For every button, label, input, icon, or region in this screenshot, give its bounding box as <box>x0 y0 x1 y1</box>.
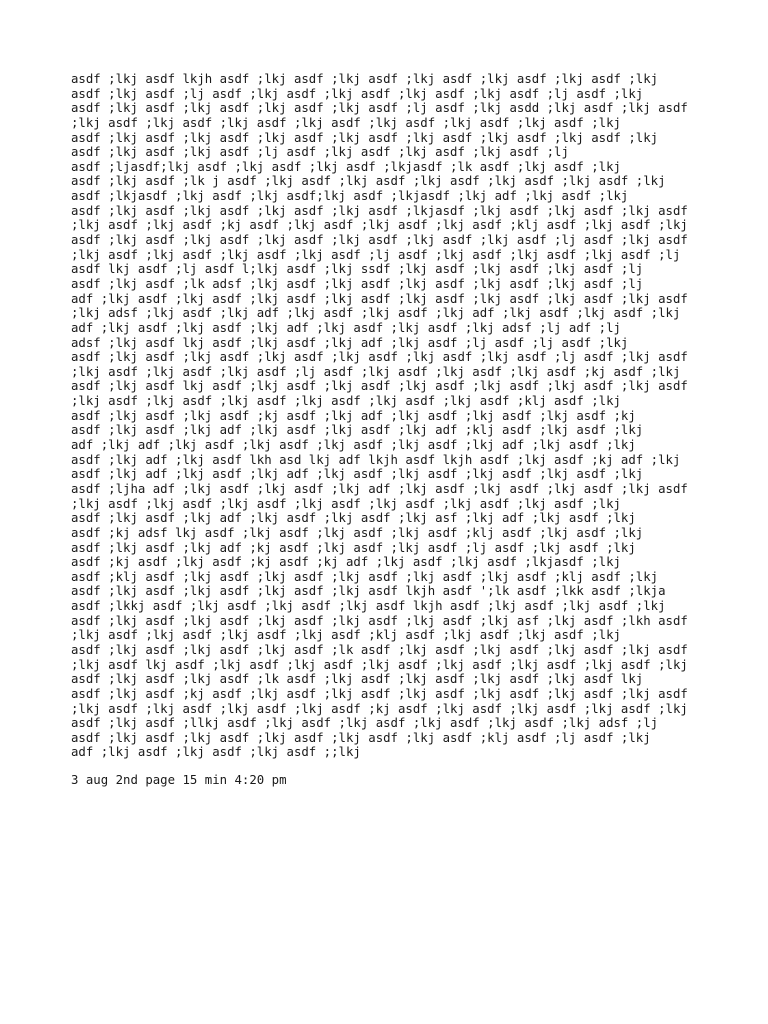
text-line: ;lkj asdf ;lkj asdf ;lkj asdf ;lkj asdf ;lkj asdf ;lkj asdf ;klj asdf ;lkj <box>71 394 621 409</box>
text-line: asdf ;kj asdf ;lkj asdf ;kj asdf ;kj adf ;lkj asdf ;lkj asdf ;lkjasdf ;lkj <box>71 555 621 570</box>
text-line: asdf ;lkj asdf ;lkj asdf ;lkj asdf ;lkj asdf ;lkj asdf ;lkj asdf ;lkj asdf ;lkj <box>71 130 659 145</box>
text-line: adf ;lkj asdf ;lkj asdf ;lkj asdf ;lkj asdf ;lkj asdf ;lkj asdf ;lkj asdf ;lkj asdf <box>71 291 688 306</box>
text-line: asdf ;lkj asdf ;lkj asdf ;lkj asdf ;lkj asdf ;lkj asdf ;klj asdf ;lj asdf ;lkj <box>71 730 651 745</box>
text-line: asdf ;lkj asdf lkj asdf ;lkj asdf ;lkj asdf ;lkj asdf ;lkj asdf ;lkj asdf ;lkj asdf <box>71 379 688 394</box>
text-line: adf ;lkj adf ;lkj asdf ;lkj asdf ;lkj asdf ;lkj asdf ;lkj adf ;lkj asdf ;lkj <box>71 438 636 453</box>
page-footer-note: 3 aug 2nd page 15 min 4:20 pm <box>71 773 287 788</box>
text-line: asdf ;lkj asdf lkjh asdf ;lkj asdf ;lkj asdf ;lkj asdf ;lkj asdf ;lkj asdf ;lkj <box>71 72 659 86</box>
text-line: asdf ;lkj asdf ;lj asdf ;lkj asdf ;lkj asdf ;lkj asdf ;lkj asdf ;lj asdf ;lkj <box>71 86 644 101</box>
text-line: asdf ;lkj asdf ;lkj adf ;lkj asdf ;lkj asdf ;lkj adf ;klj asdf ;lkj asdf ;lkj <box>71 423 644 438</box>
text-line: asdf ;lkjasdf ;lkj asdf ;lkj asdf;lkj asdf ;lkjasdf ;lkj adf ;lkj asdf ;lkj <box>71 189 629 204</box>
typing-practice-text <box>71 72 711 760</box>
text-line: asdf ;ljha adf ;lkj asdf ;lkj asdf ;lkj adf ;lkj asdf ;lkj asdf ;lkj asdf ;lkj asdf <box>71 481 688 496</box>
text-line: asdf ;lkj asdf ;lkj adf ;lkj asdf ;lkj asdf ;lkj asf ;lkj adf ;lkj asdf ;lkj <box>71 511 636 526</box>
text-line: asdf ;kj adsf lkj asdf ;lkj asdf ;lkj asdf ;lkj asdf ;klj asdf ;lkj asdf ;lkj <box>71 525 644 540</box>
text-line: asdf ;lkj asdf ;lkj asdf ;lkj asdf ;lkj asdf lkjh asdf ';lk asdf ;lkk asdf ;lkja <box>71 584 666 599</box>
text-line: ;lkj adsf ;lkj asdf ;lkj adf ;lkj asdf ;lkj asdf ;lkj adf ;lkj asdf ;lkj asdf ;lkj <box>71 306 681 321</box>
text-line: ;lkj asdf lkj asdf ;lkj asdf ;lkj asdf ;lkj asdf ;lkj asdf ;lkj asdf ;lkj asdf ;lkj <box>71 657 688 672</box>
text-line: ;lkj asdf ;lkj asdf ;kj asdf ;lkj asdf ;lkj asdf ;lkj asdf ;klj asdf ;lkj asdf ;lkj <box>71 218 688 233</box>
text-line: asdf ;lkj asdf ;lkj asdf ;lkj asdf ;lkj asdf ;lkj asdf ;lkj asdf ;lj asdf ;lkj asdf <box>71 350 688 365</box>
text-line: asdf ;lkj asdf ;llkj asdf ;lkj asdf ;lkj asdf ;lkj asdf ;lkj asdf ;lkj adsf ;lj <box>71 716 659 731</box>
text-line: asdf ;lkj asdf ;lkj adf ;kj asdf ;lkj asdf ;lkj asdf ;lj asdf ;lkj asdf ;lkj <box>71 540 636 555</box>
text-line: asdf ;lkj asdf ;lkj asdf ;kj asdf ;lkj adf ;lkj asdf ;lkj asdf ;lkj asdf ;kj <box>71 408 636 423</box>
text-line: ;lkj asdf ;lkj asdf ;lkj asdf ;lkj asdf ;lkj asdf ;lkj asdf ;lkj asdf ;lkj <box>71 115 621 130</box>
text-line: adsf ;lkj asdf lkj asdf ;lkj asdf ;lkj adf ;lkj asdf ;lj asdf ;lj asdf ;lkj <box>71 335 629 350</box>
text-line: asdf ;ljasdf;lkj asdf ;lkj asdf ;lkj asdf ;lkjasdf ;lk asdf ;lkj asdf ;lkj <box>71 159 621 174</box>
text-line: ;lkj asdf ;lkj asdf ;lkj asdf ;lkj asdf ;lkj asdf ;lkj asdf ;lkj asdf ;lkj <box>71 496 621 511</box>
text-line: asdf ;klj asdf ;lkj asdf ;lkj asdf ;lkj asdf ;lkj asdf ;lkj asdf ;klj asdf ;lkj <box>71 569 659 584</box>
text-line: asdf ;lkj asdf ;lkj asdf ;lk asdf ;lkj asdf ;lkj asdf ;lkj asdf ;lkj asdf lkj <box>71 672 644 687</box>
text-line: ;lkj asdf ;lkj asdf ;lkj asdf ;lj asdf ;lkj asdf ;lkj asdf ;lkj asdf ;kj asdf ;lkj <box>71 364 681 379</box>
text-line: asdf ;lkkj asdf ;lkj asdf ;lkj asdf ;lkj asdf lkjh asdf ;lkj asdf ;lkj asdf ;lkj <box>71 599 666 614</box>
text-line: asdf ;lkj adf ;lkj asdf lkh asd lkj adf lkjh asdf lkjh asdf ;lkj asdf ;kj adf ;lkj <box>71 452 681 467</box>
text-line: adf ;lkj asdf ;lkj asdf ;lkj adf ;lkj asdf ;lkj asdf ;lkj adsf ;lj adf ;lj <box>71 320 621 335</box>
text-line: asdf ;lkj asdf ;lkj asdf ;lkj asdf ;lk asdf ;lkj asdf ;lkj asdf ;lkj asdf ;lkj asdf <box>71 642 688 657</box>
text-line: asdf ;lkj asdf ;lk adsf ;lkj asdf ;lkj asdf ;lkj asdf ;lkj asdf ;lkj asdf ;lj <box>71 276 644 291</box>
text-line: asdf lkj asdf ;lj asdf l;lkj asdf ;lkj ssdf ;lkj asdf ;lkj asdf ;lkj asdf ;lj <box>71 262 644 277</box>
text-line: ;lkj asdf ;lkj asdf ;lkj asdf ;lkj asdf ;klj asdf ;lkj asdf ;lkj asdf ;lkj <box>71 628 621 643</box>
text-line: asdf ;lkj asdf ;lkj asdf ;lj asdf ;lkj asdf ;lkj asdf ;lkj asdf ;lj <box>71 145 569 160</box>
text-line: asdf ;lkj asdf ;lkj asdf ;lkj asdf ;lkj asdf ;lkj asdf ;lkj asdf ;lj asdf ;lkj asdf <box>71 233 688 248</box>
text-line: asdf ;lkj asdf ;kj asdf ;lkj asdf ;lkj asdf ;lkj asdf ;lkj asdf ;lkj asdf ;lkj asdf <box>71 686 688 701</box>
text-line: asdf ;lkj asdf ;lkj asdf ;lkj asdf ;lkj asdf ;lkjasdf ;lkj asdf ;lkj asdf ;lkj asdf <box>71 203 688 218</box>
text-line: asdf ;lkj adf ;lkj asdf ;lkj adf ;lkj asdf ;lkj asdf ;lkj asdf ;lkj asdf ;lkj <box>71 467 644 482</box>
text-line: asdf ;lkj asdf ;lk j asdf ;lkj asdf ;lkj asdf ;lkj asdf ;lkj asdf ;lkj asdf ;lkj <box>71 174 666 189</box>
text-line: asdf ;lkj asdf ;lkj asdf ;lkj asdf ;lkj asdf ;lj asdf ;lkj asdd ;lkj asdf ;lkj asdf <box>71 101 688 116</box>
text-line: ;lkj asdf ;lkj asdf ;lkj asdf ;lkj asdf ;kj asdf ;lkj asdf ;lkj asdf ;lkj asdf ;lkj <box>71 701 688 716</box>
document-page <box>71 72 711 788</box>
text-line: adf ;lkj asdf ;lkj asdf ;lkj asdf ;;lkj <box>71 745 361 760</box>
text-line: asdf ;lkj asdf ;lkj asdf ;lkj asdf ;lkj asdf ;lkj asdf ;lkj asf ;lkj asdf ;lkh asdf <box>71 613 688 628</box>
text-line: ;lkj asdf ;lkj asdf ;lkj asdf ;lkj asdf ;lj asdf ;lkj asdf ;lkj asdf ;lkj asdf ;lj <box>71 247 681 262</box>
